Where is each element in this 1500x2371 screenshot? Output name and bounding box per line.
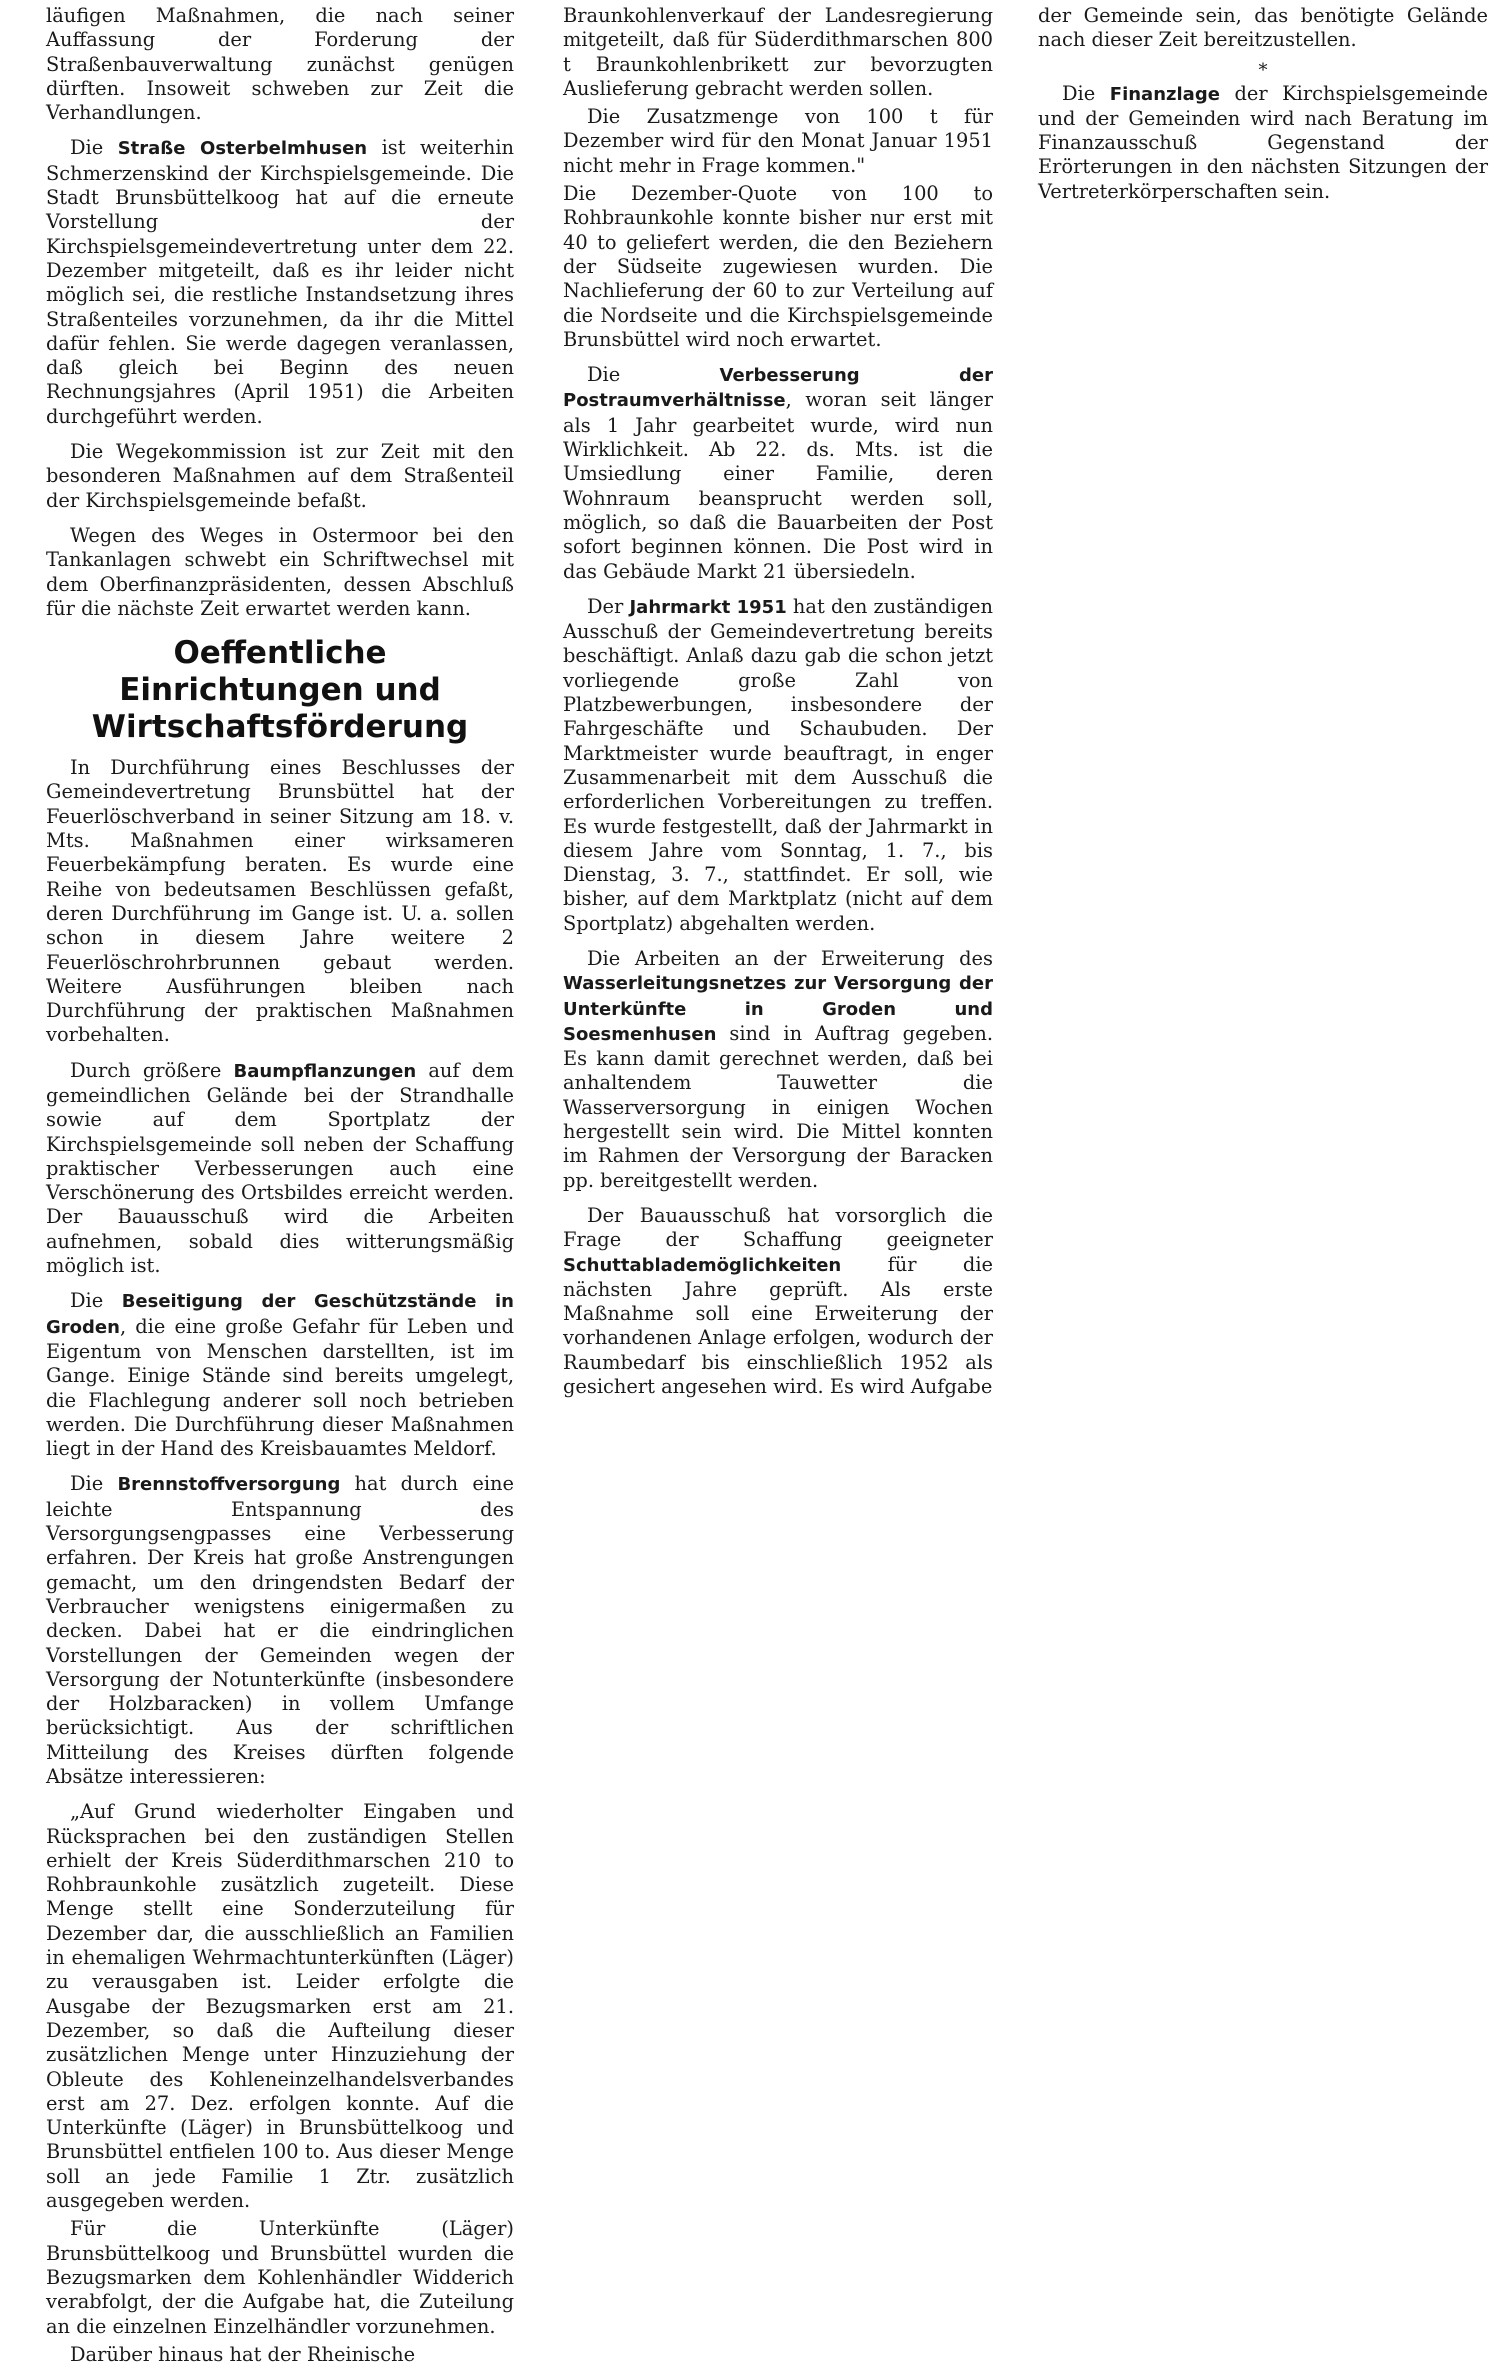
bold-keyword: Baumpflanzungen <box>233 1060 417 1082</box>
paragraph-brennstoffversorgung <box>46 1472 514 1789</box>
text: hat durch eine leichte Entspannung des Versorgungsengpasses eine Verbesserung erfahren. Der Kreis hat große Anstrengungen gemacht, um den dringendsten Bedarf der Verbraucher wenigstens einigermaßen zu decken. Dabei hat er die eindringlichen Vorstellungen der Gemeinden wegen der Versorgung der Notunterkünfte (insbesondere der Holzbaracken) in vollem Umfange berücksichtigt. Aus der schriftlichen Mitteilung des Kreises dürften folgende Absätze interessieren: <box>46 1472 514 1788</box>
column-2 <box>563 4 993 1410</box>
text: , woran seit länger als 1 Jahr gearbeitet wurde, wird nun Wirklichkeit. Ab 22. ds. Mts. ist die Umsiedlung einer Familie, deren Wohnraum beansprucht werden soll, möglich, so daß die Bauarbeiten der Post sofort beginnen können. Die Post wird in das Gebäude Markt 21 übersiedeln. <box>563 388 993 583</box>
paragraph-baumpflanzungen <box>46 1059 514 1279</box>
paragraph: Die Dezember-Quote von 100 to Rohbraunkohle konnte bisher nur erst mit 40 to geliefert werden, die den Beziehern der Südseite zugewiesen wurden. Die Nachlieferung der 60 to zur Verteilung auf die Nordseite und die Kirchspielsgemeinde Brunsbüttel wird noch erwartet. <box>563 182 993 351</box>
paragraph: Die Wegekommission ist zur Zeit mit den besonderen Maßnahmen auf dem Straßenteil der Kirchspielsgemeinde befaßt. <box>46 440 514 512</box>
bold-keyword: Schuttablademöglichkeiten <box>563 1254 842 1276</box>
bold-keyword: Beseitigung der Geschützstände in Groden <box>46 1291 514 1338</box>
text: Die <box>587 363 720 387</box>
paragraph-strasse-osterbelmhusen <box>46 136 514 429</box>
quote-paragraph: „Auf Grund wiederholter Eingaben und Rücksprachen bei den zuständigen Stellen erhielt der Kreis Süderdithmarschen 210 to Rohbraunkohle zusätzlich zugeteilt. Diese Menge stellt eine Sonderzuteilung für Dezember dar, die ausschließlich an Familien in ehemaligen Wehrmachtunterkünften (Läger) zu verausgaben ist. Leider erfolgte die Ausgabe der Bezugsmarken erst am 21. Dezember, so daß die Aufteilung dieser zusätzlichen Menge unter Hinzuziehung der Obleute des Kohleneinzelhandelsverbandes erst am 27. Dez. erfolgen konnte. Auf die Unterkünfte (Läger) in Brunsbüttelkoog und Brunsbüttel entfielen 100 to. Aus dieser Menge soll an jede Familie 1 Ztr. zusätzlich ausgegeben werden. <box>46 1800 514 2213</box>
quote-paragraph: Braunkohlenverkauf der Landesregierung mitgeteilt, daß für Süderdithmarschen 800 t Braunkohlenbrikett zur bevorzugten Auslieferung gebracht werden sollen. <box>563 4 993 100</box>
paragraph-finanzlage <box>1038 82 1488 204</box>
paragraph-geschuetzstaende <box>46 1289 514 1461</box>
text: Die <box>70 1472 118 1496</box>
paragraph: der Gemeinde sein, das benötigte Gelände nach dieser Zeit bereitzustellen. <box>1038 4 1488 52</box>
bold-keyword: Straße Osterbelmhusen <box>117 138 368 160</box>
bold-keyword: Brennstoffversorgung <box>117 1474 341 1496</box>
section-headline: Oeffentliche Einrichtungen und Wirtschaftsförderung <box>91 635 469 746</box>
bold-keyword: Jahrmarkt 1951 <box>629 596 787 618</box>
text: hat den zuständigen Ausschuß der Gemeindevertretung bereits beschäftigt. Anlaß dazu gab die schon jetzt vorliegende große Zahl von Platzbewerbungen, insbesondere der Fahrgeschäfte und Schaubuden. Der Marktmeister wurde beauftragt, in enger Zusammenarbeit mit dem Ausschuß die erforderlichen Vorbereitungen zu treffen. Es wurde festgestellt, daß der Jahrmarkt in diesem Jahre vom Sonntag, 1. 7., bis Dienstag, 3. 7., stattfindet. Er soll, wie bisher, auf dem Marktplatz (nicht auf dem Sportplatz) abgehalten werden. <box>563 594 993 935</box>
text: Der <box>587 594 630 618</box>
quotation <box>46 1800 514 2367</box>
text: ist weiterhin Schmerzenskind der Kirchspielsgemeinde. Die Stadt Brunsbüttelkoog hat auf die erneute Vorstellung der Kirchspielsgemeindevertretung unter dem 22. Dezember mitgeteilt, daß es ihr leider nicht möglich sei, die restliche Instandsetzung ihres Straßenteiles vorzunehmen, da ihr die Mittel dafür fehlen. Sie werde dagegen veranlassen, daß gleich bei Beginn des neuen Rechnungsjahres (April 1951) die Arbeiten durchgeführt werden. <box>46 136 515 428</box>
column-1 <box>46 4 514 2371</box>
text: Die <box>70 136 118 160</box>
bold-keyword: Verbesserung der Postraumverhältnisse <box>563 365 993 412</box>
bold-keyword: Finanzlage <box>1109 83 1220 105</box>
paragraph-jahrmarkt <box>563 595 993 936</box>
text: sind in Auftrag gegeben. Es kann damit gerechnet werden, daß bei anhaltendem Tauwetter die Wasserversorgung in einigen Wochen hergestellt sein wird. Die Mittel konnten im Rahmen der Versorgung der Baracken pp. bereitgestellt werden. <box>563 1021 993 1192</box>
text: , die eine große Gefahr für Leben und Eigentum von Menschen darstellten, ist im Gange. Einige Stände sind bereits umgelegt, die Flachlegung anderer soll noch betrieben werden. Die Durchführung dieser Maßnahmen liegt in der Hand des Kreisbauamtes Meldorf. <box>46 1314 514 1461</box>
text: für die nächsten Jahre geprüft. Als erste Maßnahme soll eine Erweiterung der vorhandenen Anlage erfolgen, wodurch der Raumbedarf bis einschließlich 1952 als gesichert angesehen wird. Es wird Aufgabe <box>563 1252 993 1399</box>
paragraph: Wegen des Weges in Ostermoor bei den Tankanlagen schwebt ein Schriftwechsel mit dem Oberfinanzpräsidenten, dessen Abschluß für die nächste Zeit erwartet werden kann. <box>46 523 514 620</box>
text: Der Bauausschuß hat vorsorglich die Frage der Schaffung geeigneter <box>563 1203 993 1252</box>
paragraph: In Durchführung eines Beschlusses der Gemeindevertretung Brunsbüttel hat der Feuerlöschverband in seiner Sitzung am 18. v. Mts. Maßnahmen einer wirksameren Feuerbekämpfung beraten. Es wurde eine Reihe von bedeutsamen Beschlüssen gefaßt, deren Durchführung im Gange ist. U. a. sollen schon in diesem Jahre weitere 2 Feuerlöschrohrbrunnen gebaut werden. Weitere Ausführungen bleiben nach Durchführung der praktischen Maßnahmen vorbehalten. <box>46 756 514 1047</box>
text: auf dem gemeindlichen Gelände bei der Strandhalle sowie auf dem Sportplatz der Kirchspielsgemeinde soll neben der Schaffung praktischer Verbesserungen auch eine Verschönerung des Ortsbildes erreicht werden. Der Bauausschuß wird die Arbeiten aufnehmen, sobald dies witterungsmäßig möglich ist. <box>46 1058 514 1278</box>
text: Die Arbeiten an der Erweiterung des <box>587 946 993 970</box>
quote-paragraph: Für die Unterkünfte (Läger) Brunsbüttelkoog und Brunsbüttel wurden die Bezugsmarken dem Kohlenhändler Widderich verabfolgt, der die Aufgabe hat, die Zuteilung an die einzelnen Einzelhändler vorzunehmen. <box>46 2217 514 2338</box>
quote-paragraph: Darüber hinaus hat der Rheinische <box>70 2342 416 2366</box>
section-separator-star: * <box>1258 59 1268 81</box>
column-3 <box>1038 4 1488 215</box>
text: Die <box>1062 81 1110 105</box>
quote-paragraph: Die Zusatzmenge von 100 t für Dezember wird für den Monat Januar 1951 nicht mehr in Frage kommen." <box>563 105 993 177</box>
quotation-continued <box>563 4 993 178</box>
paragraph-wasserleitung <box>563 947 993 1193</box>
bold-keyword: Wasserleitungsnetzes zur Versorgung der Unterkünfte in Groden und Soesmenhusen <box>563 973 993 1045</box>
paragraph: läufigen Maßnahmen, die nach seiner Auffassung der Forderung der Straßenbauverwaltung zunächst genügen dürften. Insoweit schweben zur Zeit die Verhandlungen. <box>46 4 514 125</box>
text: Die <box>70 1289 122 1313</box>
text: der Kirchspielsgemeinde und der Gemeinden wird nach Beratung im Finanzausschuß Gegenstand der Erörterungen in den nächsten Sitzungen der Vertreterkörperschaften sein. <box>1038 81 1489 203</box>
text: Durch größere <box>70 1058 234 1082</box>
paragraph-schuttablade <box>563 1204 993 1399</box>
paragraph-postraum <box>563 363 993 584</box>
